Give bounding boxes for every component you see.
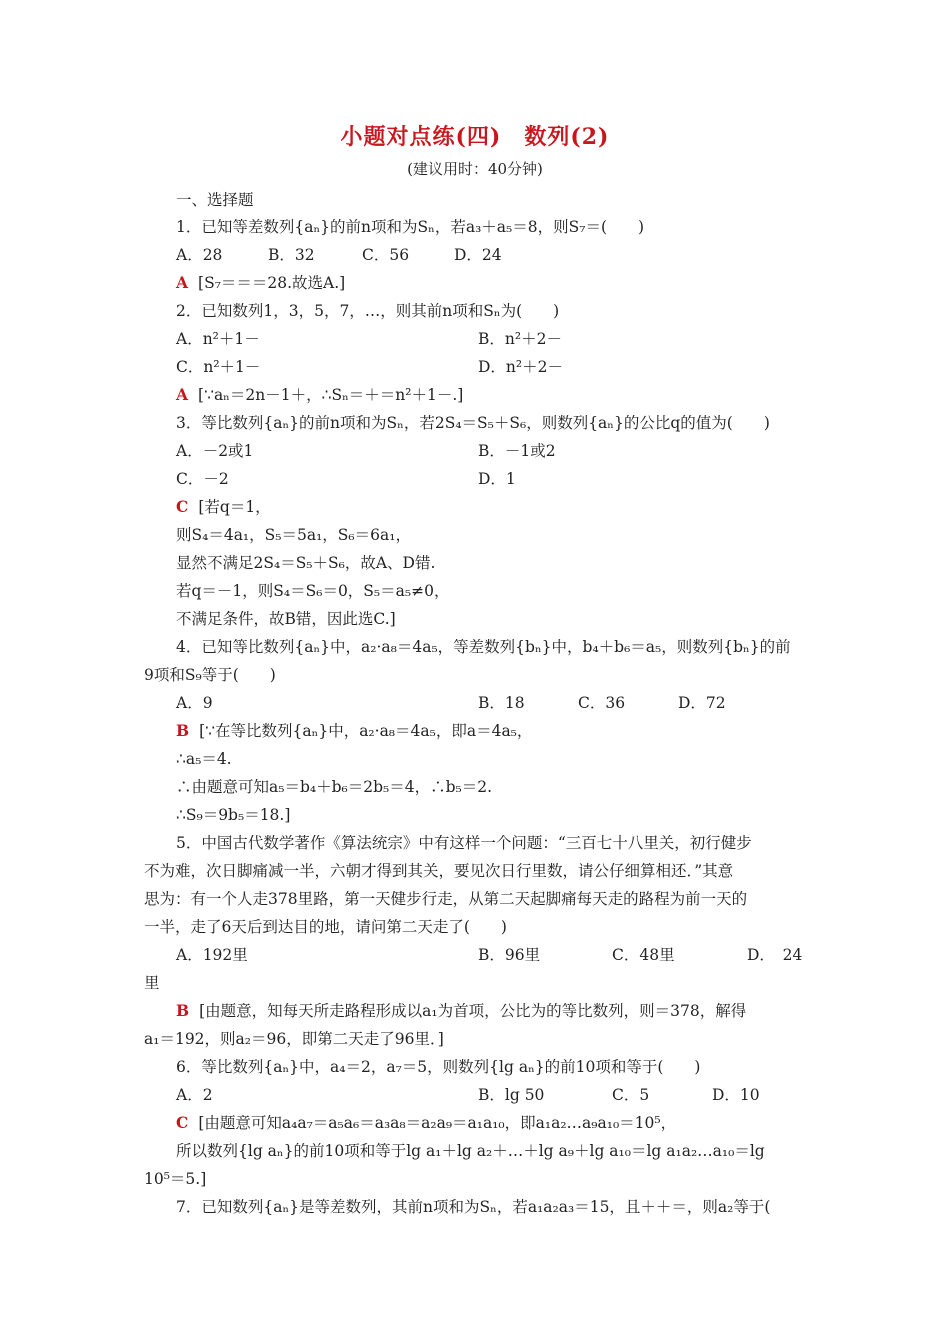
q4-solution-2: ∴a₅＝4. — [176, 750, 232, 768]
q3-option-c: C．－2 — [176, 470, 229, 488]
q6-solution-2: 所以数列{lg aₙ}的前10项和等于lg a₁＋lg a₂＋…＋lg a₉＋lg a₁₀＝lg a₁a₂…a₁₀＝lg — [176, 1142, 765, 1160]
q3-solution-3: 显然不满足2S₄＝S₅＋S₆，故A、D错. — [176, 554, 436, 572]
q3-option-b: B．－1或2 — [478, 442, 556, 460]
q3-solution-5: 不满足条件，故B错，因此选C.] — [176, 610, 396, 628]
q5-solution-1 — [176, 1001, 746, 1021]
q2-option-d: D．n²＋2－ — [478, 358, 563, 376]
q1-option-a: A．28 — [176, 246, 223, 264]
q2-option-b: B．n²＋2－ — [478, 330, 562, 348]
q7-stem: 7．已知数列{aₙ}是等差数列，其前n项和为Sₙ，若a₁a₂a₃＝15，且＋＋＝，则a₂等于( — [176, 1198, 771, 1216]
q5-stem-2: 不为难，次日脚痛减一半，六朝才得到其关，要见次日行里数，请公仔细算相还．”其意 — [144, 862, 734, 880]
q1-stem: 1．已知等差数列{aₙ}的前n项和为Sₙ，若a₃＋a₅＝8，则S₇＝( ) — [176, 218, 645, 236]
q1-solution-text: [S₇＝＝＝28.故选A.] — [198, 274, 346, 292]
q6-solution-3: 10⁵＝5.] — [144, 1170, 207, 1188]
q6-option-d: D．10 — [712, 1086, 760, 1104]
q2-option-c: C．n²＋1－ — [176, 358, 261, 376]
q4-solution-3: ∴由题意可知a₅＝b₄＋b₆＝2b₅＝4，∴b₅＝2. — [176, 778, 493, 796]
q4-solution-text-1: [∵在等比数列{aₙ}中，a₂·a₈＝4a₅，即a＝4a₅， — [199, 722, 533, 740]
q5-option-b: B．96里 — [478, 946, 541, 964]
q6-option-a: A．2 — [176, 1086, 213, 1104]
section-heading: 一、选择题 — [176, 191, 254, 209]
q4-solution-4: ∴S₉＝9b₅＝18.] — [176, 806, 291, 824]
q5-solution-2: a₁＝192，则a₂＝96，即第二天走了96里．] — [144, 1030, 444, 1048]
q1-option-b: B．32 — [268, 246, 315, 264]
q4-option-b: B．18 — [478, 694, 525, 712]
q5-stem-4: 一半，走了6天后到达目的地，请问第二天走了( ) — [144, 918, 507, 936]
q3-solution-4: 若q＝－1，则S₄＝S₆＝0，S₅＝a₅≠0， — [176, 582, 450, 600]
q5-stem-3: 思为：有一个人走378里路，第一天健步行走，从第二天起脚痛每天走的路程为前一天的 — [144, 890, 748, 908]
q5-answer: B — [176, 1001, 190, 1020]
q1-answer: A — [176, 273, 189, 292]
q6-solution-text-1: [由题意可知a₄a₇＝a₅a₆＝a₃a₈＝a₂a₉＝a₁a₁₀，即a₁a₂…a₉a₁₀＝10⁵， — [198, 1114, 677, 1132]
q6-answer: C — [176, 1113, 189, 1132]
q4-answer: B — [176, 721, 190, 740]
q2-answer: A — [176, 385, 189, 404]
q5-option-d-continued: 里 — [144, 974, 160, 992]
q3-option-a: A．－2或1 — [176, 442, 254, 460]
q6-option-c: C．5 — [612, 1086, 650, 1104]
q2-option-a: A．n²＋1－ — [176, 330, 260, 348]
q3-answer: C — [176, 497, 189, 516]
q4-stem-1: 4．已知等比数列{aₙ}中，a₂·a₈＝4a₅，等差数列{bₙ}中，b₄＋b₆＝a₅，则数列{bₙ}的前 — [176, 638, 791, 656]
q1-option-c: C．56 — [362, 246, 410, 264]
q1-solution — [176, 273, 345, 293]
q6-stem: 6．等比数列{aₙ}中，a₄＝2，a₇＝5，则数列{lg aₙ}的前10项和等于( ) — [176, 1058, 701, 1076]
q2-solution — [176, 385, 463, 405]
page-title: 小题对点练(四) 数列(2) — [340, 124, 610, 150]
q5-stem-1: 5．中国古代数学著作《算法统宗》中有这样一个问题：“三百七十八里关，初行健步 — [176, 834, 752, 852]
q6-option-b: B．lg 50 — [478, 1086, 545, 1104]
q4-solution-1 — [176, 721, 532, 741]
q5-option-a: A．192里 — [176, 946, 248, 964]
q4-option-a: A．9 — [176, 694, 213, 712]
q3-solution-2: 则S₄＝4a₁，S₅＝5a₁，S₆＝6a₁， — [176, 526, 411, 544]
q5-solution-text-1: [由题意，知每天所走路程形成以a₁为首项，公比为的等比数列，则＝378，解得 — [199, 1002, 747, 1020]
q4-option-c: C．36 — [578, 694, 626, 712]
q5-option-d: D． 24 — [747, 946, 803, 964]
page-subtitle: (建议用时：40分钟) — [407, 160, 543, 178]
q3-solution-1 — [176, 497, 271, 517]
q3-option-d: D．1 — [478, 470, 516, 488]
q3-solution-text-1: [若q＝1， — [198, 498, 271, 516]
q2-solution-text: [∵aₙ＝2n－1＋，∴Sₙ＝＋＝n²＋1－.] — [198, 386, 464, 404]
q2-stem: 2．已知数列1，3，5，7，…，则其前n项和Sₙ为( ) — [176, 302, 560, 320]
q6-solution-1 — [176, 1113, 676, 1133]
q4-option-d: D．72 — [678, 694, 726, 712]
q1-option-d: D．24 — [454, 246, 502, 264]
q3-stem: 3．等比数列{aₙ}的前n项和为Sₙ，若2S₄＝S₅＋S₆，则数列{aₙ}的公比q的值为( ) — [176, 414, 770, 432]
q5-option-c: C．48里 — [612, 946, 675, 964]
q4-stem-2: 9项和S₉等于( ) — [144, 666, 276, 684]
